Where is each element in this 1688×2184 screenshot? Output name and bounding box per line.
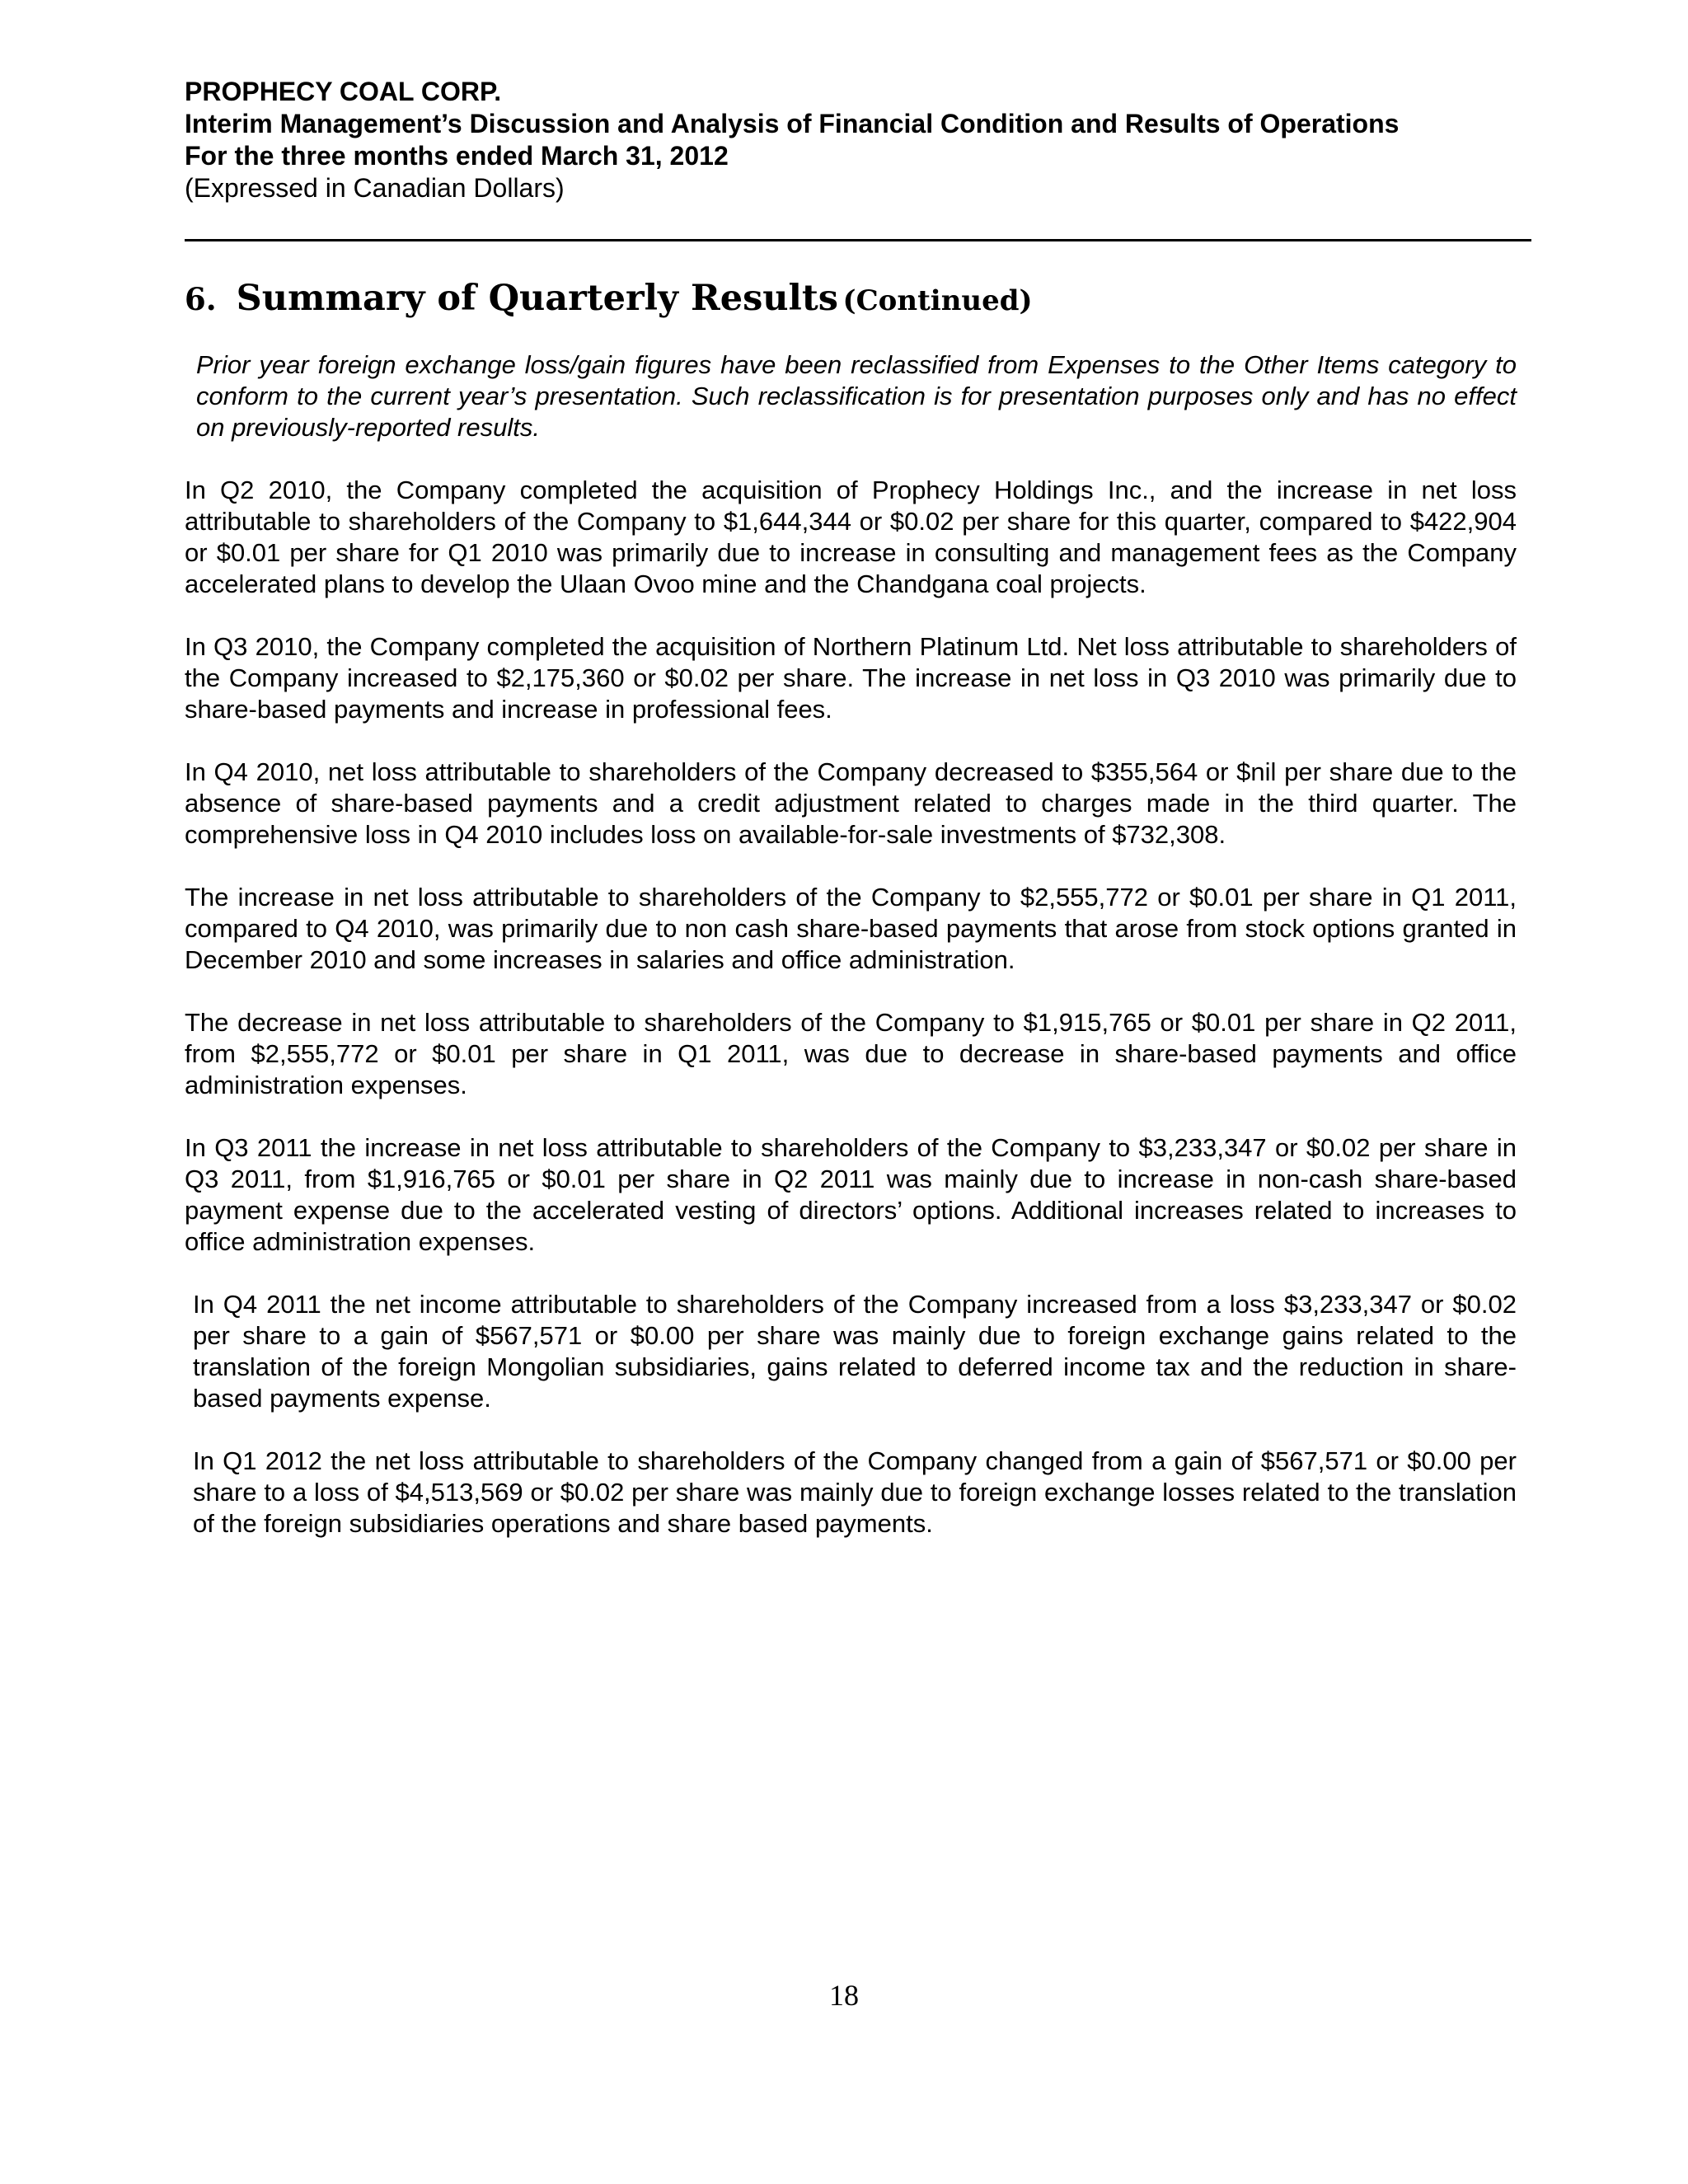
section-number: 6. (185, 281, 217, 317)
paragraph-q1-2012: In Q1 2012 the net loss attributable to shareholders of the Company changed from a gain of $567,571 or $0.00 per share to a loss of $4,513,569 or $0.02 per share was mainly due to foreign exchange losses related to the translation of the foreign subsidiaries operations and share based payments. (193, 1446, 1517, 1538)
section-title: Summary of Quarterly Results (236, 278, 838, 319)
report-title: Interim Management’s Discussion and Analysis of Financial Condition and Results of Operations (185, 109, 1400, 138)
currency-note: (Expressed in Canadian Dollars) (185, 173, 565, 203)
section-continued: (Continued) (842, 284, 1033, 317)
paragraph-q3-2010: In Q3 2010, the Company completed the acquisition of Northern Platinum Ltd. Net loss attributable to shareholders of the Company increased to $2,175,360 or $0.02 per share. The increase in net loss in Q3 2010 was primarily due to share-based payments and increase in professional fees. (185, 632, 1517, 724)
paragraph-q4-2011: In Q4 2011 the net income attributable to shareholders of the Company increased from a loss $3,233,347 or $0.02 per share to a gain of $567,571 or $0.00 per share was mainly due to foreign exchange gains related to the translation of the foreign Mongolian subsidiaries, gains related to deferred income tax and the reduction in share-based payments expense. (193, 1290, 1517, 1413)
document-body (185, 349, 1517, 1571)
report-period: For the three months ended March 31, 2012 (185, 141, 729, 171)
section-heading (185, 274, 1033, 330)
paragraph-q2-2010: In Q2 2010, the Company completed the acquisition of Prophecy Holdings Inc., and the increase in net loss attributable to shareholders of the Company to $1,644,344 or $0.02 per share for this quarter, compared to $422,904 or $0.01 per share for Q1 2010 was primarily due to increase in consulting and management fees as the Company accelerated plans to develop the Ulaan Ovoo mine and the Chandgana coal projects. (185, 476, 1517, 598)
paragraph-q1-2011: The increase in net loss attributable to shareholders of the Company to $2,555,772 or $0.01 per share in Q1 2011, compared to Q4 2010, was primarily due to non cash share-based payments that arose from stock options granted in December 2010 and some increases in salaries and office administration. (185, 883, 1517, 974)
header-divider (185, 239, 1531, 241)
reclassification-note: Prior year foreign exchange loss/gain figures have been reclassified from Expenses to the Other Items category to conform to the current year’s presentation. Such reclassification is for presentation purposes only and has no effect on previously-reported results. (196, 350, 1517, 442)
paragraph-q4-2010: In Q4 2010, net loss attributable to shareholders of the Company decreased to $355,564 or $nil per share due to the absence of share-based payments and a credit adjustment related to charges made in the third quarter. The comprehensive loss in Q4 2010 includes loss on available-for-sale investments of $732,308. (185, 757, 1517, 849)
document-header (185, 76, 1536, 204)
paragraph-q3-2011: In Q3 2011 the increase in net loss attributable to shareholders of the Company to $3,233,347 or $0.02 per share in Q3 2011, from $1,916,765 or $0.01 per share in Q2 2011 was mainly due to increase in non-cash share-based payment expense due to the accelerated vesting of directors’ options. Additional increases related to increases to office administration expenses. (185, 1133, 1517, 1256)
paragraph-q2-2011: The decrease in net loss attributable to shareholders of the Company to $1,915,765 or $0.01 per share in Q2 2011, from $2,555,772 or $0.01 per share in Q1 2011, was due to decrease in share-based payments and office administration expenses. (185, 1008, 1517, 1099)
company-name: PROPHECY COAL CORP. (185, 77, 502, 106)
page-number: 18 (829, 1979, 859, 2012)
